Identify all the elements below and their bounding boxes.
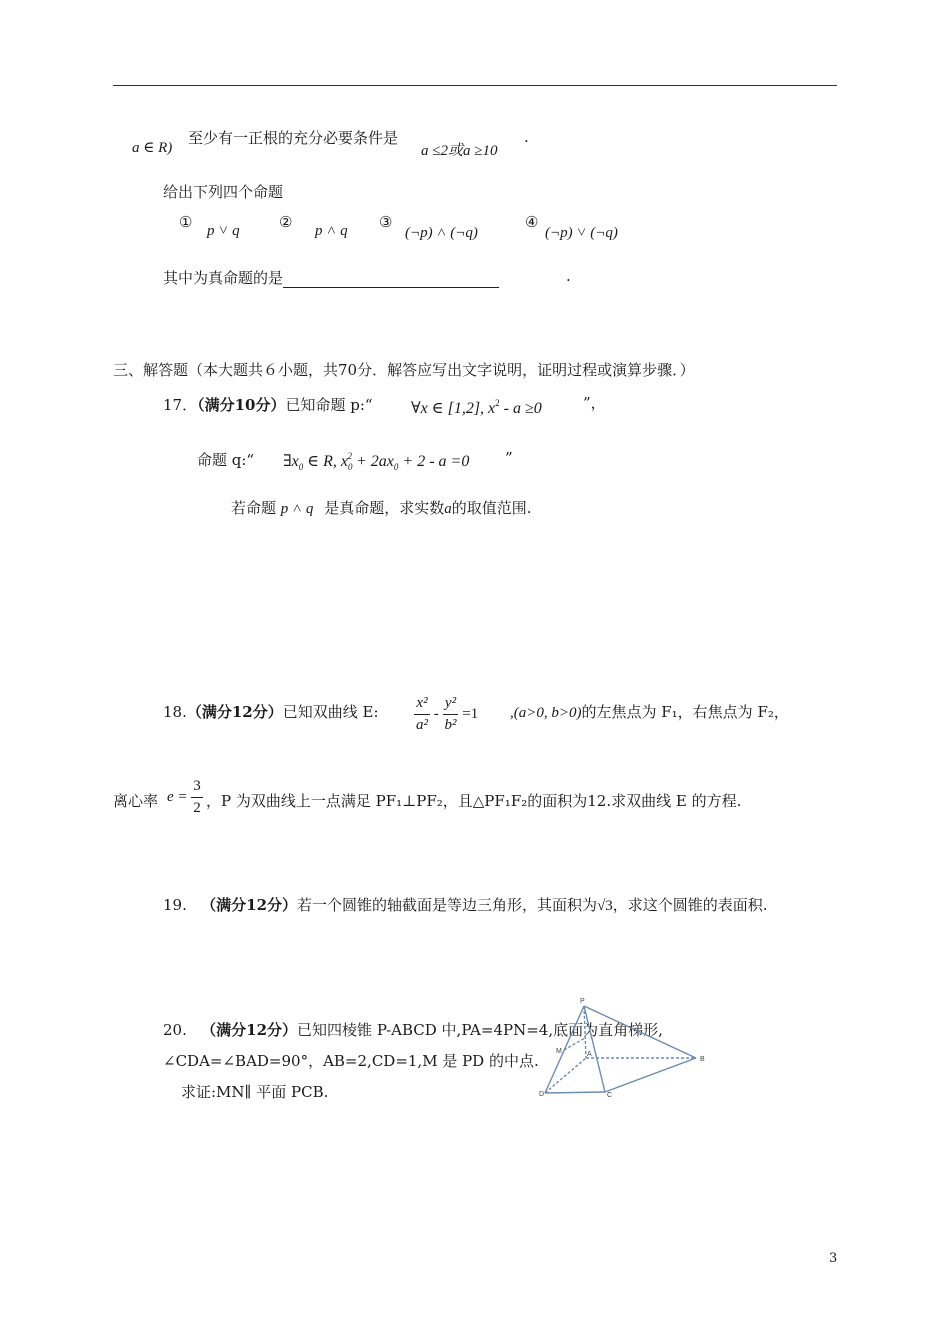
option-3-expr: (¬p) ˄ (¬q) — [405, 225, 478, 241]
edge-PC — [584, 1006, 605, 1092]
q17-line3-var: a — [444, 501, 452, 517]
q18-line1-end — [510, 701, 789, 722]
q18-line1-start — [163, 701, 379, 722]
label-D: D — [539, 1091, 545, 1098]
pyramid-figure — [536, 996, 716, 1102]
q18-number: 18. — [163, 703, 187, 721]
true-props-end: . — [566, 267, 571, 285]
q17-number: 17． — [163, 396, 198, 414]
q17-line3-a: 若命题 — [231, 499, 277, 517]
option-2-number: ② — [279, 213, 293, 231]
prompt-text: 给出下列四个命题 — [163, 183, 284, 201]
q18-score: （满分12分） — [186, 703, 283, 721]
label-P: P — [580, 998, 585, 1005]
q20-line3: 求证:MN∥ 平面 PCB. — [181, 1083, 329, 1101]
q17-line3-c: 的取值范围. — [451, 499, 532, 517]
q17-line3-b: 是真命题，求实数 — [324, 499, 445, 517]
q18-cond: ,(a>0, b>0) — [510, 705, 582, 721]
q19-number: 19. — [163, 896, 187, 914]
q18-equation: $\frac{\text{x²}}{\text{a²}}$ - $\frac{\text{y²}}{\text{b²}}$ =1 — [416, 695, 479, 733]
edge-CB — [605, 1058, 696, 1092]
q19-text-a: 若一个圆锥的轴截面是等边三角形，其面积为 — [297, 896, 598, 914]
q18-line2-b: ，P 为双曲线上一点满足 PF₁⊥PF₂，且△PF₁F₂的面积为12.求双曲线 E 的方程. — [206, 792, 742, 810]
q18-frac-e: $\frac{3}{2}$ — [193, 778, 201, 816]
q19-text-b: ，求这个圆锥的表面积. — [612, 896, 768, 914]
q20-number: 20. — [163, 1021, 187, 1039]
q18-frac-x: $\frac{\text{x²}}{\text{a²}}$ — [416, 695, 428, 733]
q20-score: （满分12分） — [201, 1021, 298, 1039]
carry-text: 至少有一正根的充分必要条件是 — [188, 129, 399, 147]
q18-intro: 已知双曲线 E: — [282, 703, 379, 721]
edge-DC — [545, 1092, 605, 1093]
option-4-number: ④ — [525, 213, 539, 231]
q17-q-label: 命题 q:“ — [197, 451, 255, 469]
q18-eccentricity: e = $\frac{3}{2}$ — [167, 778, 201, 816]
option-4-expr: (¬p) ˅ (¬q) — [545, 225, 618, 241]
q19-line — [163, 894, 768, 915]
page-number: 3 — [829, 1251, 838, 1266]
header-rule — [113, 85, 837, 86]
label-A: A — [587, 1051, 592, 1058]
true-props-text: 其中为真命题的是 — [163, 269, 284, 287]
label-B: B — [700, 1056, 705, 1063]
option-2-expr: p ˄ q — [315, 223, 348, 239]
edge-DA — [545, 1058, 586, 1093]
q20-line2: ∠CDA=∠BAD=90°，AB=2,CD=1,M 是 PD 的中点. — [163, 1052, 539, 1070]
q19-score: （满分12分） — [201, 896, 298, 914]
true-props-line — [163, 267, 499, 288]
label-C: C — [607, 1092, 613, 1099]
q17-line3 — [231, 497, 532, 518]
option-3-number: ③ — [379, 213, 393, 231]
q17-intro: 已知命题 p:“ — [285, 396, 373, 414]
edge-PB — [584, 1006, 696, 1058]
q17-line1 — [163, 394, 373, 415]
answer-blank[interactable] — [283, 273, 499, 288]
label-M: M — [556, 1048, 562, 1055]
q18-line2-a: 离心率 — [113, 792, 159, 810]
q17-line3-expr: p ˄ q — [280, 501, 314, 517]
q19-sqrt: √3 — [597, 898, 613, 914]
carry-answer: a ≤2或a ≥10 — [421, 143, 498, 159]
q17-p-expr: ∀x ∈ [1,2], $x^2 - a \ge 0$ — [411, 398, 542, 417]
option-1-expr: p ˅ q — [207, 223, 240, 239]
q17-q-expr: $\exists x_0$ ∈ R, $x_0^2 + 2ax_0 + 2 - a =0$ — [283, 451, 470, 472]
q18-frac-y: $\frac{\text{y²}}{\text{b²}}$ — [444, 695, 457, 733]
q17-p-close: ”， — [583, 394, 606, 412]
option-1-number: ① — [179, 213, 193, 231]
carry-dot: · — [524, 132, 529, 150]
q17-q-close: ” — [505, 449, 513, 467]
q17-score: （满分10分） — [197, 396, 286, 414]
q20-text1: 已知四棱锥 P-ABCD 中,PA=4PN=4,底面为直角梯形, — [297, 1021, 663, 1039]
q18-tail: 的左焦点为 F₁，右焦点为 F₂， — [581, 703, 789, 721]
section-heading: 三、解答题（本大题共６小题，共70分．解答应写出文字说明，证明过程或演算步骤．） — [113, 361, 695, 379]
carry-math-left: a ∈ R) — [132, 140, 173, 156]
